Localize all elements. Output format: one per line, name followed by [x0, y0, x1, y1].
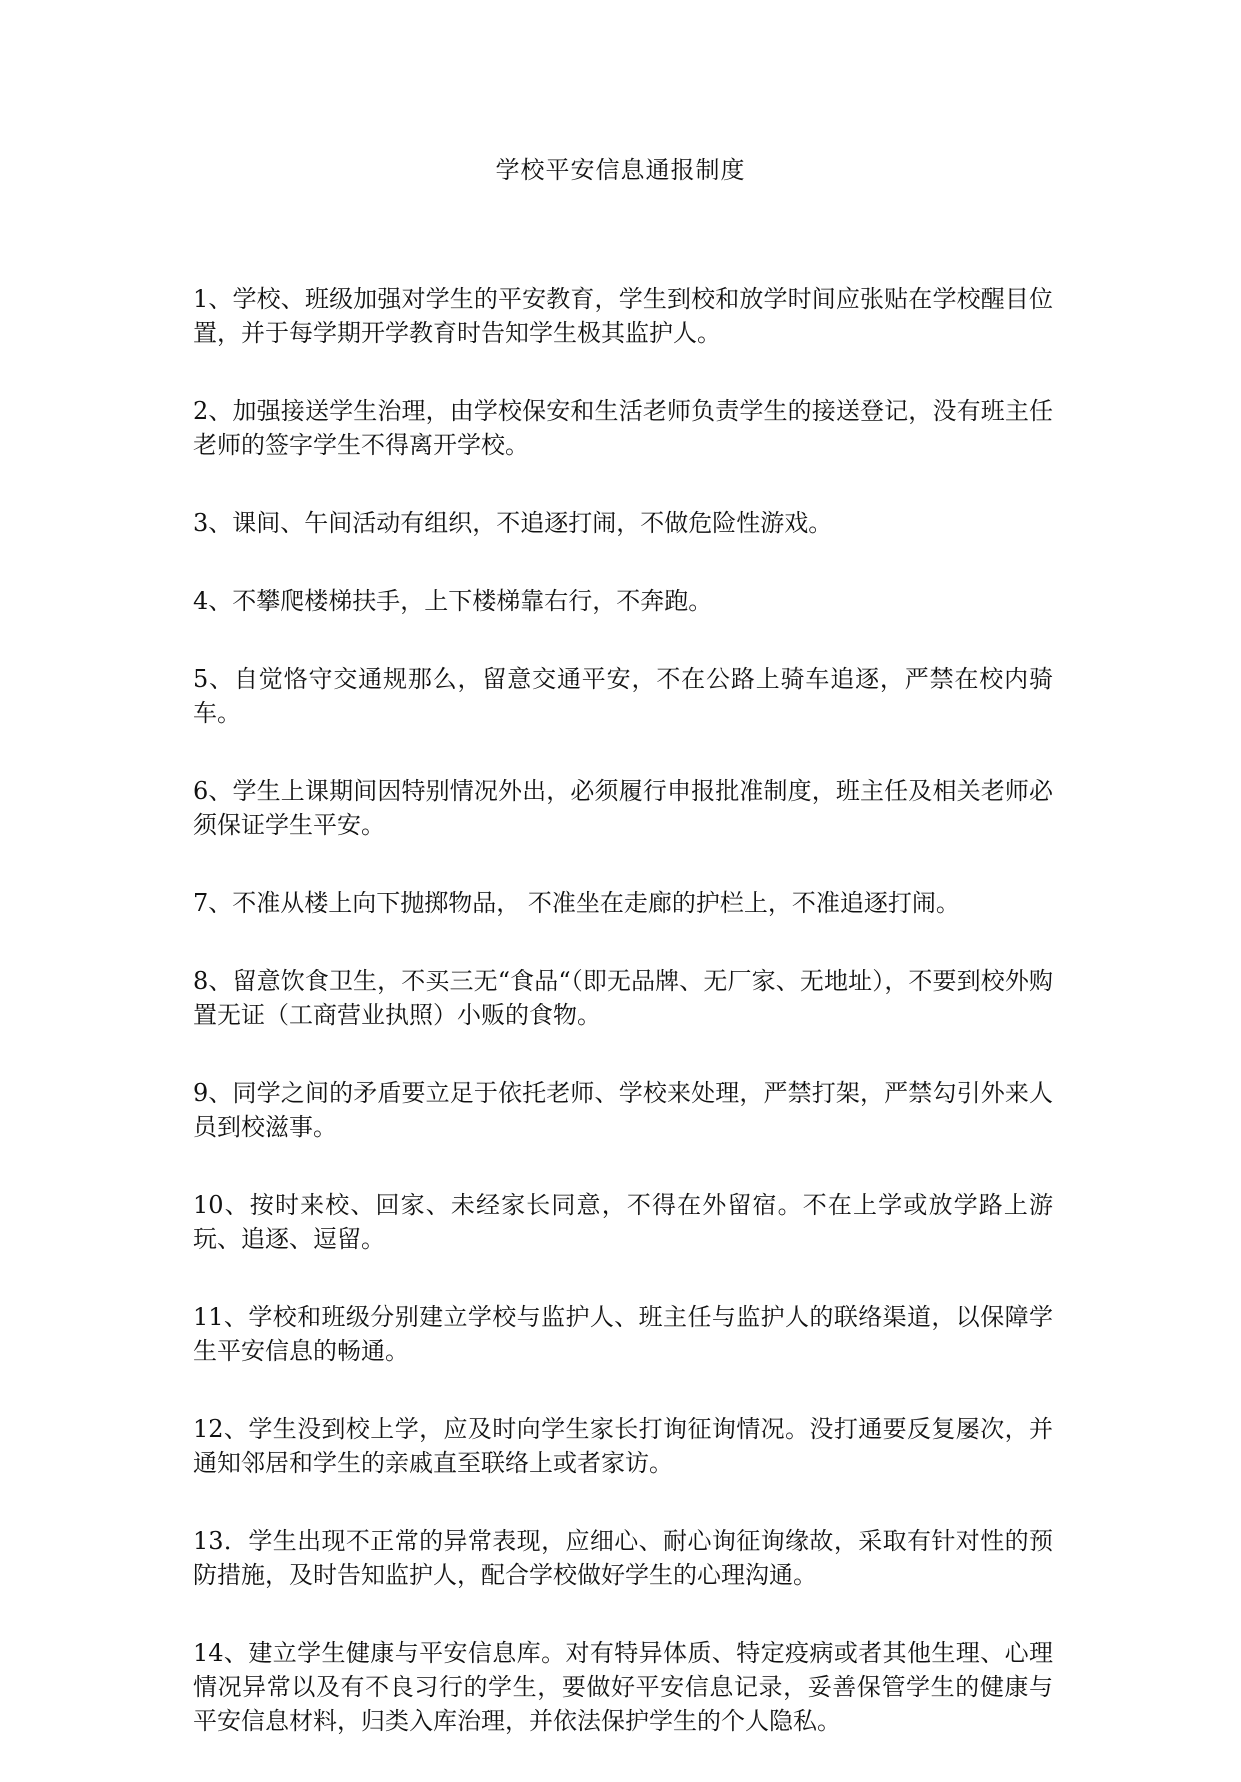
- rules-list: [193, 282, 1053, 1782]
- rule-item-3: 3、课间、午间活动有组织，不追逐打闹，不做危险性游戏。: [193, 509, 833, 537]
- rule-item-14: 14、建立学生健康与平安信息库。对有特异体质、特定疫病或者其他生理、心理情况异常以及有不良习行的学生，要做好平安信息记录，妥善保管学生的健康与平安信息材料，归类入库治理，并依法保护学生的个人隐私。: [193, 1639, 1053, 1735]
- rule-item-11: 11、学校和班级分别建立学校与监护人、班主任与监护人的联络渠道，以保障学生平安信息的畅通。: [193, 1303, 1053, 1365]
- rule-item-8: 8、留意饮食卫生，不买三无“食品“（即无品牌、无厂家、无地址），不要到校外购置无证（工商营业执照）小贩的食物。: [193, 967, 1053, 1029]
- rule-item-2: 2、加强接送学生治理，由学校保安和生活老师负责学生的接送登记，没有班主任老师的签字学生不得离开学校。: [193, 397, 1053, 459]
- rule-item-13: 13．学生出现不正常的异常表现，应细心、耐心询征询缘故，采取有针对性的预防措施，及时告知监护人，配合学校做好学生的心理沟通。: [193, 1527, 1053, 1589]
- rule-item-10: 10、按时来校、回家、未经家长同意，不得在外留宿。不在上学或放学路上游玩、追逐、逗留。: [193, 1191, 1053, 1253]
- rule-item-5: 5、自觉恪守交通规那么，留意交通平安，不在公路上骑车追逐，严禁在校内骑车。: [193, 665, 1053, 727]
- rule-item-1: 1、学校、班级加强对学生的平安教育，学生到校和放学时间应张贴在学校醒目位置，并于每学期开学教育时告知学生极其监护人。: [193, 285, 1053, 347]
- rule-item-6: 6、学生上课期间因特别情况外出，必须履行申报批准制度，班主任及相关老师必须保证学生平安。: [193, 777, 1053, 839]
- rule-item-12: 12、学生没到校上学，应及时向学生家长打询征询情况。没打通要反复屡次，并通知邻居和学生的亲戚直至联络上或者家访。: [193, 1415, 1053, 1477]
- rule-item-4: 4、不攀爬楼梯扶手，上下楼梯靠右行，不奔跑。: [193, 587, 713, 615]
- rule-item-9: 9、同学之间的矛盾要立足于依托老师、学校来处理，严禁打架，严禁勾引外来人员到校滋事。: [193, 1079, 1053, 1141]
- document-title: 学校平安信息通报制度: [495, 156, 746, 184]
- rule-item-7: 7、不准从楼上向下抛掷物品， 不准坐在走廊的护栏上，不准追逐打闹。: [193, 889, 960, 917]
